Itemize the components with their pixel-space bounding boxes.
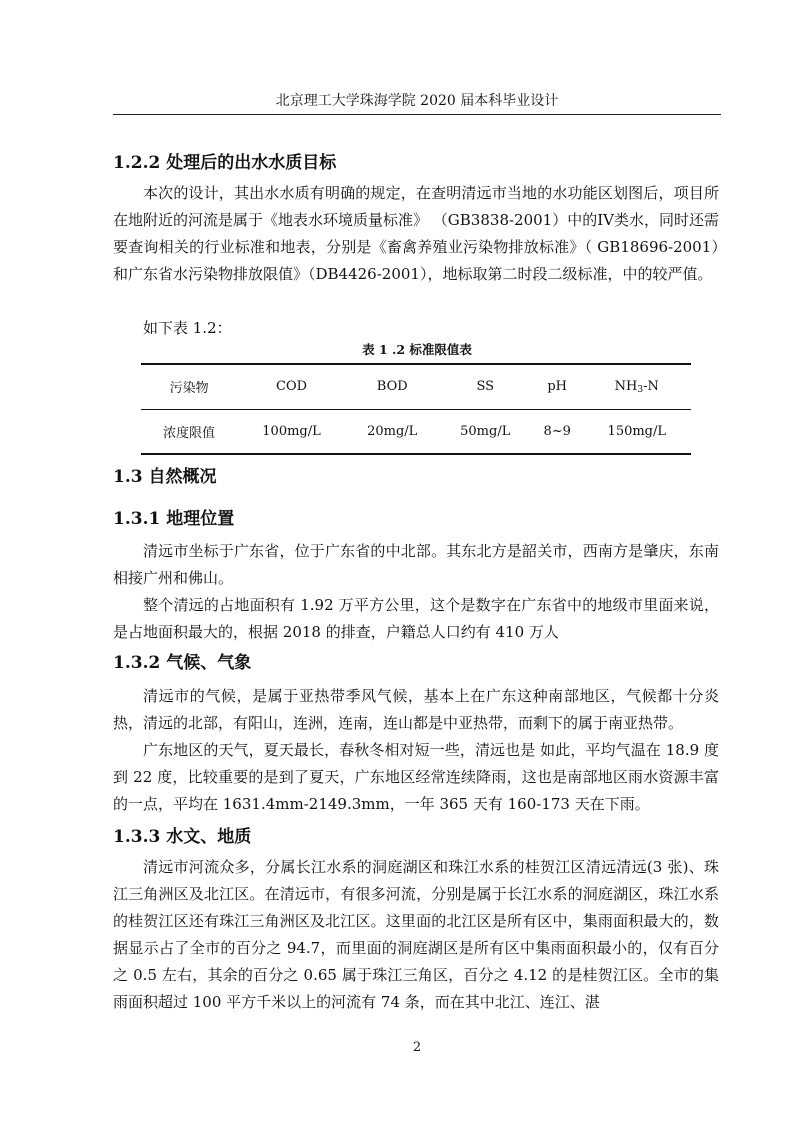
table-caption: 表 1 .2 标准限值表 [362, 342, 472, 357]
table-cell: 浓度限值 [163, 425, 216, 441]
table-header-cell: COD [237, 364, 345, 409]
table-header-cell-nh3n [583, 364, 691, 409]
paragraph: 广东地区的天气，夏天最长，春秋冬相对短一些，清远也是 如此，平均气温在 18.9 度到 22 度，比较重要的是到了夏天，广东地区经常连续降雨，这也是南部地区雨水资源丰富的一点，平均在 1631.4mm-2149.3mm，一年 365 天有 160-173 天在下雨。 [113, 741, 719, 813]
table-cell: 150mg/L [607, 423, 667, 439]
paragraph: 本次的设计，其出水水质有明确的规定，在查明清远市当地的水功能区划图后，项目所在地附近的河流是属于《地表水环境质量标准》 （GB3838-2001）中的IV类水，同时还需要查询相关的行业标准和地表，分别是《畜禽养殖业污染物排放标准》（ GB18696-2001）和广东省水污染物排放限值》（DB4426-2001），地标取第二时段二级标准，中的较严值。 [113, 184, 719, 283]
table-row [141, 409, 691, 454]
heading-1-2-2: 1.2.2 处理后的出水水质目标 [113, 153, 337, 173]
header-rule [113, 114, 721, 115]
heading-1-3: 1.3 自然概况 [113, 467, 217, 487]
heading-1-3-3: 1.3.3 水文、地质 [113, 827, 252, 847]
table-cell: 20mg/L [367, 423, 418, 439]
paragraph: 清远市坐标于广东省，位于广东省的中北部。其东北方是韶关市，西南方是肇庆，东南相接广州和佛山。 [113, 542, 719, 587]
table-header-cell: BOD [346, 364, 439, 409]
table-cell: 50mg/L [460, 423, 511, 439]
paragraph: 如下表 1.2： [143, 319, 232, 337]
subscript-3: 3 [637, 384, 644, 395]
table-cell: 8~9 [543, 423, 571, 439]
page-header: 北京理工大学珠海学院 2020 届本科毕业设计 [275, 93, 559, 109]
table-cell: 100mg/L [262, 423, 321, 439]
table-header-cell: SS [439, 364, 532, 409]
heading-1-3-1: 1.3.1 地理位置 [113, 509, 235, 529]
paragraph: 整个清远的占地面积有 1.92 万平方公里，这个是数字在广东省中的地级市里面来说，是占地面积最大的，根据 2018 的排查，户籍总人口约有 410 万人 [113, 596, 719, 641]
table-header-row [141, 364, 691, 409]
standard-limit-table [141, 363, 691, 455]
paragraph: 清远市河流众多，分属长江水系的洞庭湖区和珠江水系的桂贺江区清远清远(3 张)、珠江三角洲区及北江区。在清远市，有很多河流，分别是属于长江水系的洞庭湖区，珠江水系的桂贺江区还有珠江三角洲区及北江区。这里面的北江区是所有区中，集雨面积最大的，数据显示占了全市的百分之 94.7，而里面的洞庭湖区是所有区中集雨面积最小的，仅有百分之 0.5 左右，其余的百分之 0.65 属于珠江三角区，百分之 4.12 的是桂贺江区。全市的集雨面积超过 100 平方千米以上的河流有 74 条，而在其中北江、连江、湛 [113, 858, 719, 1011]
table-header-cell: 污染物 [141, 364, 237, 409]
n-suffix: -N [643, 378, 659, 394]
heading-1-3-2: 1.3.2 气候、气象 [113, 653, 252, 673]
paragraph: 清远市的气候，是属于亚热带季风气候，基本上在广东这种南部地区，气候都十分炎热，清远的北部，有阳山，连洲，连南，连山都是中亚热带，而剩下的属于南亚热带。 [113, 687, 719, 732]
table-header-cell: pH [532, 364, 583, 409]
page-number: 2 [412, 1040, 422, 1055]
nh-text: NH [614, 378, 638, 394]
